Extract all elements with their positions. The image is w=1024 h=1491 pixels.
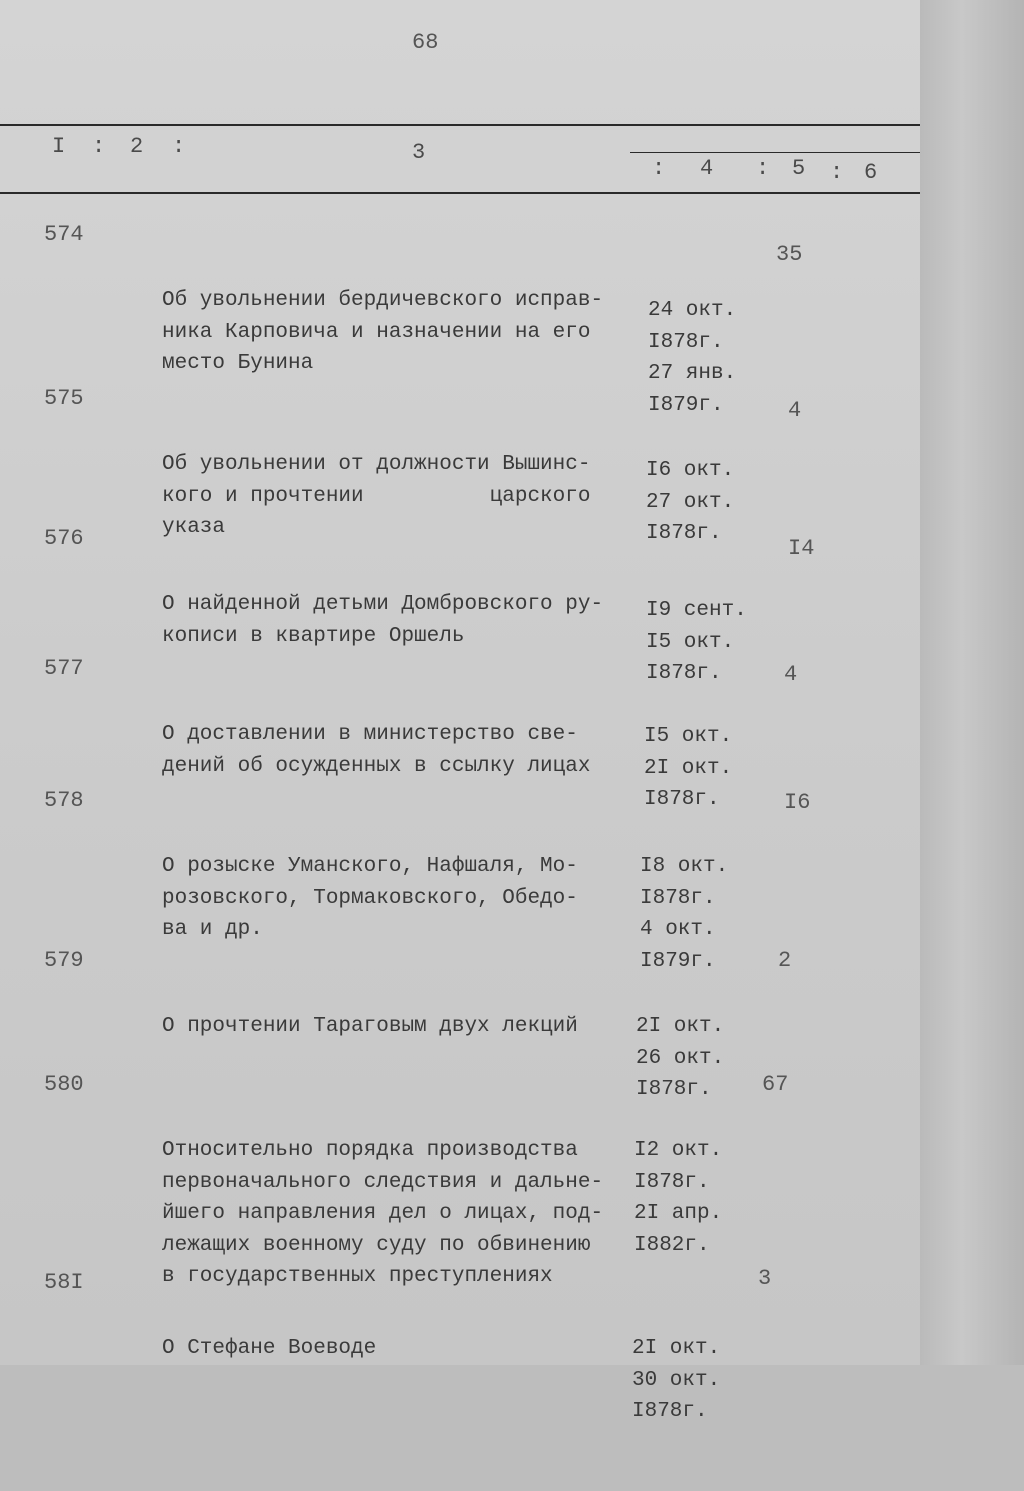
record-number: 579: [44, 948, 84, 973]
header-col-5: 5: [792, 156, 806, 181]
record-sheets: I4: [788, 536, 815, 561]
record-title: Об увольнении от должности Вышинс- кого и прочтении царского указа: [162, 453, 591, 539]
record-title: Об увольнении бердичевского исправ- ника Карповича и назначении на его место Бунина: [162, 289, 604, 375]
record-number: 576: [44, 526, 84, 551]
header-col-4: 4: [700, 156, 714, 181]
record-sheets: 35: [776, 242, 803, 267]
header-bottom-rule: [0, 192, 920, 194]
record-dates: I6 окт. 27 окт. I878г.: [646, 459, 735, 545]
header-sep-2: :: [172, 134, 186, 159]
record-sheets: 3: [758, 1266, 772, 1291]
record-dates: 2I окт. 30 окт. I878г.: [632, 1337, 721, 1423]
record-title: О доставлении в министерство све- дений об осужденных в ссылку лицах: [162, 723, 591, 778]
record-number: 577: [44, 656, 84, 681]
record-title: О прочтении Тараговым двух лекций: [162, 1015, 578, 1038]
page-number: 68: [412, 30, 439, 55]
header-sep-3: :: [652, 156, 666, 181]
header-col-3: 3: [412, 140, 426, 165]
record-sheets: 67: [762, 1072, 789, 1097]
record-title: О найденной детьми Домбровского ру- кописи в квартире Оршель: [162, 593, 604, 648]
header-col-2: 2: [130, 134, 144, 159]
record-title: Относительно порядка производства первоначального следствия и дальне- йшего направления дел о лицах, под- лежащих военному суду по обвинению в государственных преступлениях: [162, 1139, 604, 1288]
record-number: 574: [44, 222, 84, 247]
record-dates: 24 окт. I878г. 27 янв. I879г.: [648, 299, 737, 417]
record-dates: I8 окт. I878г. 4 окт. I879г.: [640, 855, 729, 973]
record-dates: I5 окт. 2I окт. I878г.: [644, 725, 733, 811]
record-number: 578: [44, 788, 84, 813]
header-sep-1: :: [92, 134, 106, 159]
header-col-1: I: [52, 134, 66, 159]
header-top-rule: [0, 124, 920, 126]
record-number: 58I: [44, 1270, 84, 1295]
record-title: О розыске Уманского, Нафшаля, Мо- розовского, Тормаковского, Обедо- ва и др.: [162, 855, 578, 941]
record-number: 575: [44, 386, 84, 411]
record-sheets: I6: [784, 790, 811, 815]
header-sep-4: :: [756, 156, 770, 181]
record-number: 580: [44, 1072, 84, 1097]
underlying-page-edge: [920, 0, 1024, 1365]
header-sep-5: :: [830, 160, 844, 185]
record-dates: I2 окт. I878г. 2I апр. I882г.: [634, 1139, 723, 1257]
record-dates: 2I окт. 26 окт. I878г.: [636, 1015, 725, 1101]
record-sheets: 4: [788, 398, 802, 423]
header-mid-rule: [630, 152, 920, 153]
record-dates: I9 сент. I5 окт. I878г.: [646, 599, 747, 685]
record-sheets: 4: [784, 662, 798, 687]
record-title: О Стефане Воеводе: [162, 1337, 377, 1360]
header-col-6: 6: [864, 160, 878, 185]
record-sheets: 2: [778, 948, 792, 973]
